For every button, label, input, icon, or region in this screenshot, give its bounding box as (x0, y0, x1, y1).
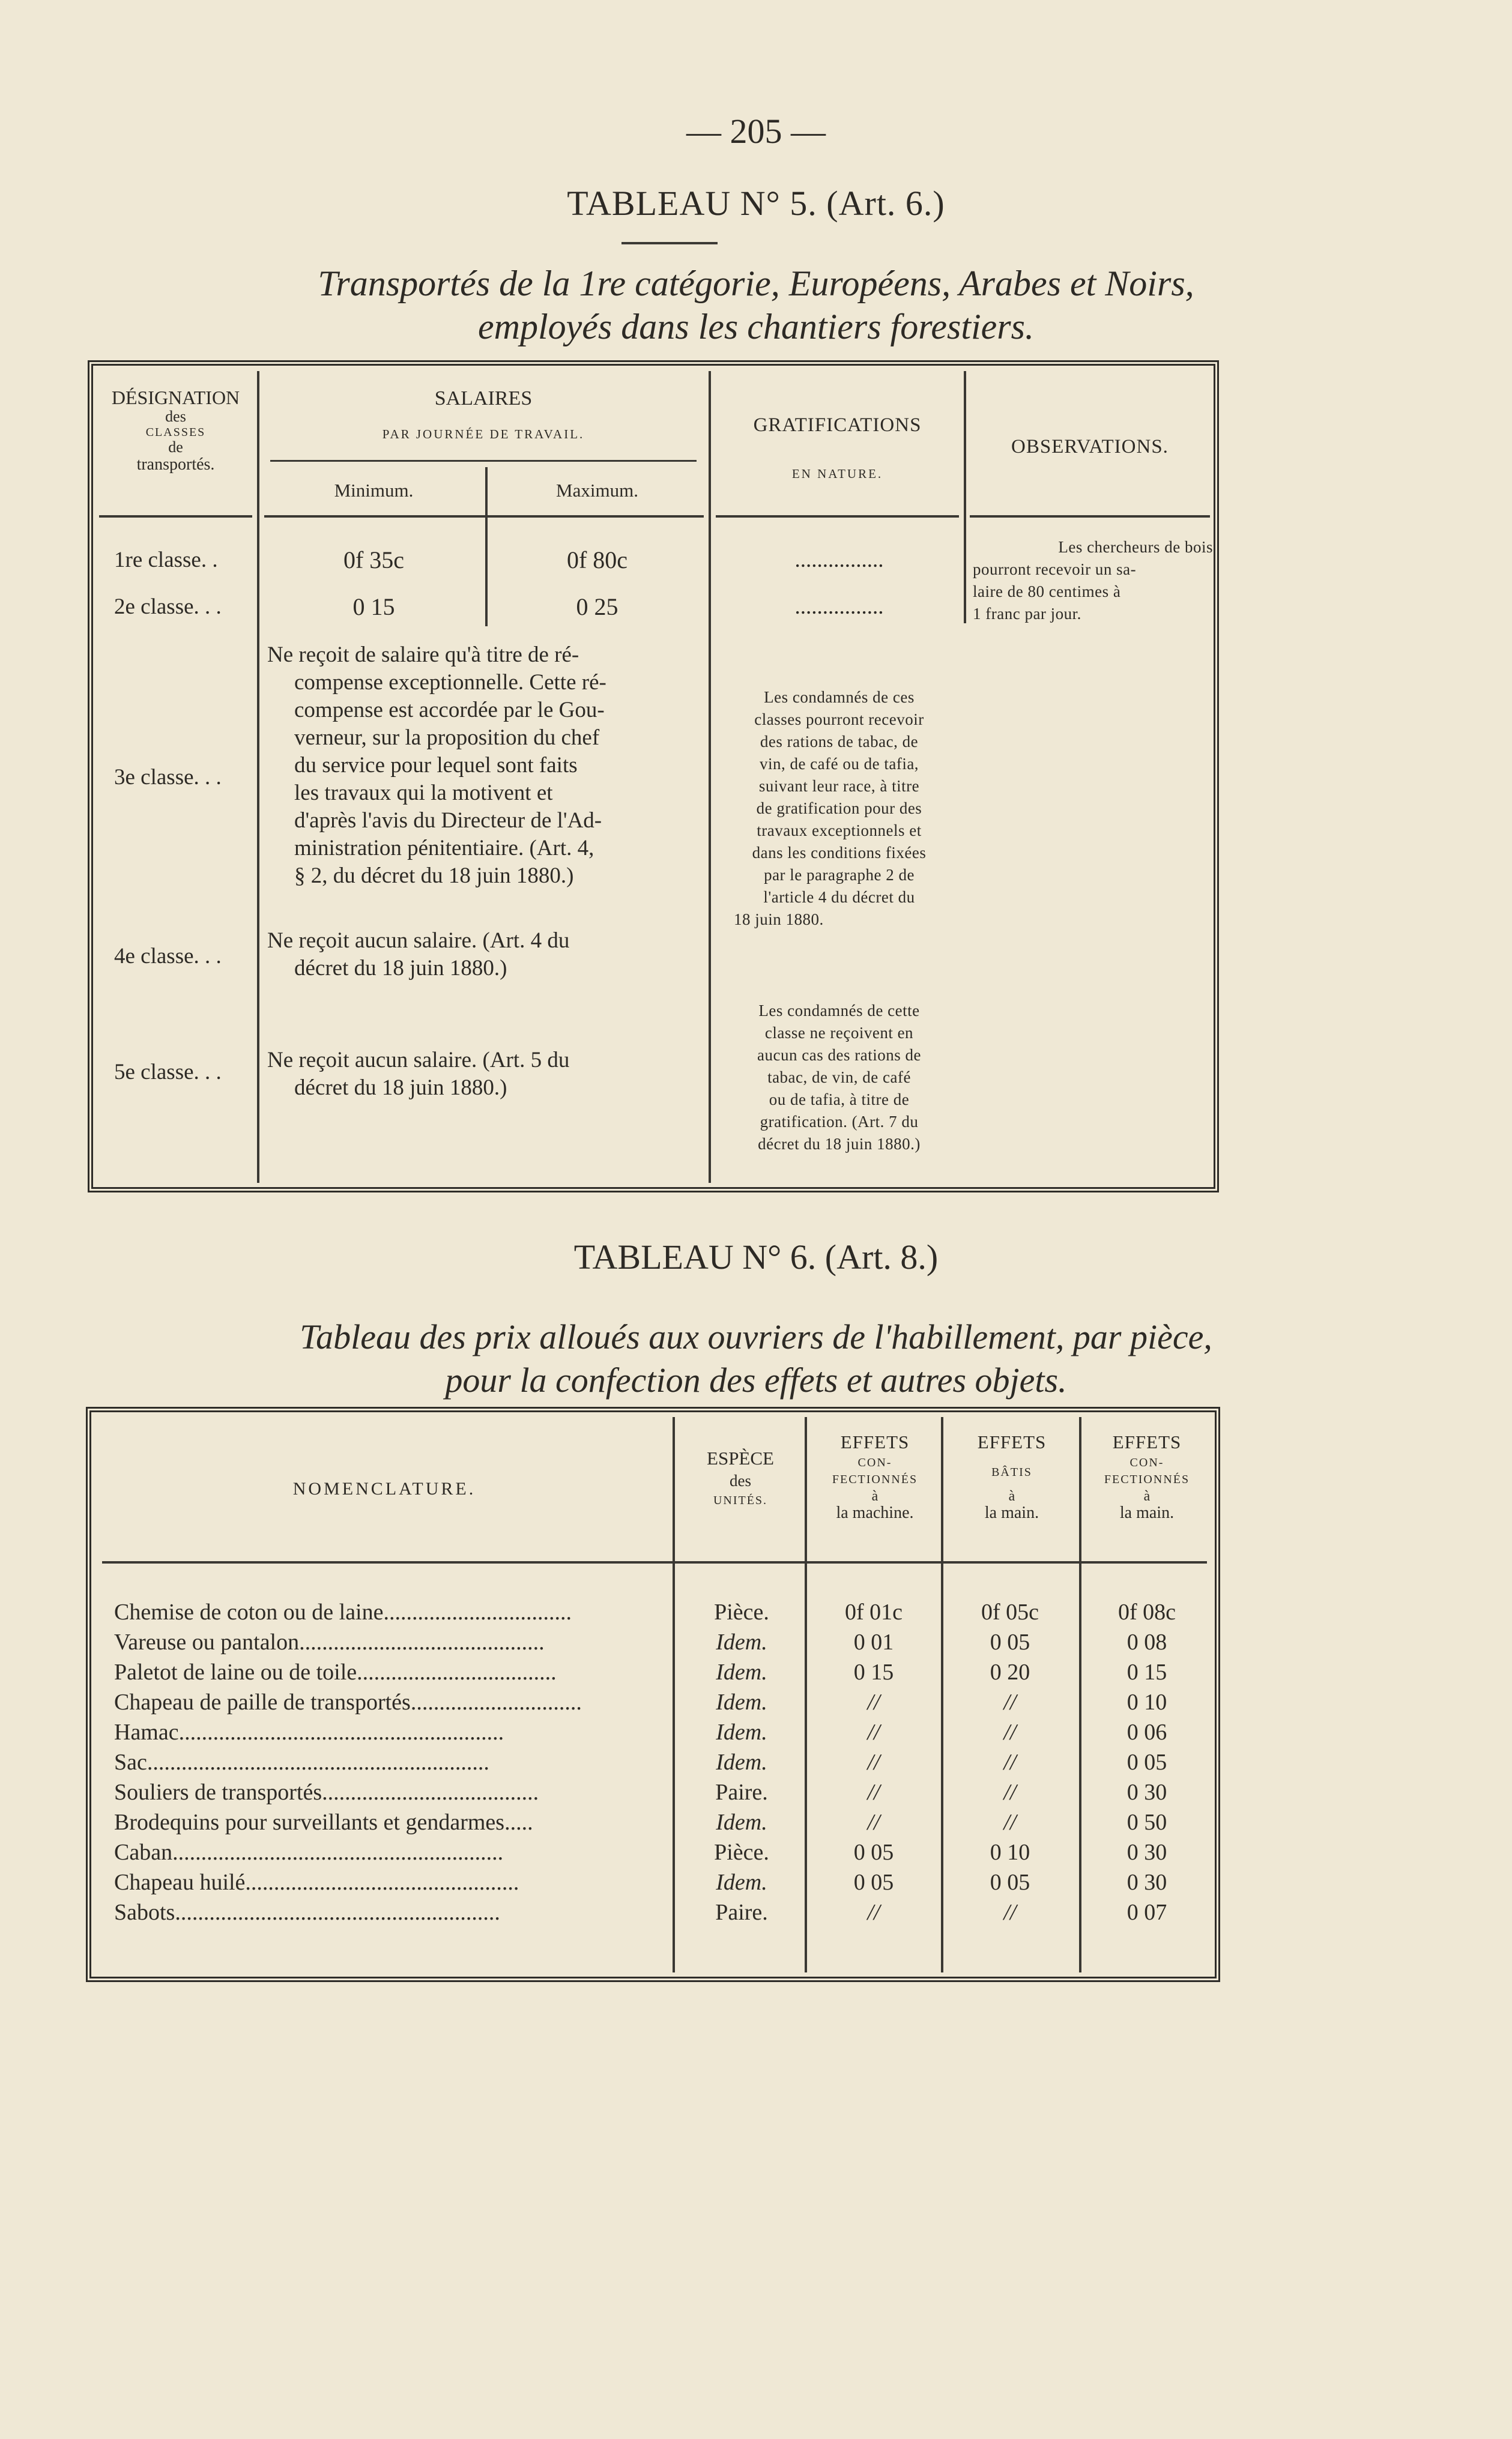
table6-title: TABLEAU N° 6. (Art. 8.) (573, 1238, 939, 1277)
table-row-machine: // (867, 1900, 880, 1925)
table-row-name: Vareuse ou pantalon........................................... (114, 1630, 545, 1655)
table-row-machine: // (867, 1720, 880, 1745)
classe-2-min: 0 15 (352, 593, 395, 620)
table-row-batis: 0 10 (990, 1840, 1030, 1865)
table-row-name: Chapeau de paille de transportés.............................. (114, 1690, 582, 1715)
classe-2-grat: ................ (794, 594, 884, 619)
table-row-main: 0 50 (1126, 1810, 1167, 1835)
table-row-unit: Idem. (716, 1870, 767, 1895)
table-row-machine: 0 01 (853, 1630, 894, 1655)
header-gratifications-sub: EN NATURE. (791, 467, 883, 481)
header-gratifications: GRATIFICATIONS (753, 414, 922, 436)
table-row-batis: 0 05 (990, 1870, 1030, 1895)
header-nomenclature: NOMENCLATURE. (292, 1479, 476, 1499)
header-rule (102, 1561, 1207, 1564)
table-row-batis: 0 05 (990, 1630, 1030, 1655)
table-row-batis: 0 20 (990, 1660, 1030, 1685)
header-machine: EFFETS CON- FECTIONNÉS à la machine. (832, 1431, 918, 1523)
gratification-note-classe-5: Les condamnés de cette classe ne reçoivent en aucun cas des rations de tabac, de vin, de café ou de tafia, à titre de gratification. (Art. 7 du décret du 18 juin 1880.) (757, 1002, 921, 1153)
table5-title: TABLEAU N° 5. (Art. 6.) (567, 184, 945, 223)
classe-5-label: 5e classe. . . (114, 1060, 222, 1084)
table-row-machine: 0 05 (853, 1840, 894, 1865)
title-rule (621, 242, 718, 244)
table-row-batis: // (1003, 1690, 1017, 1715)
table5-subtitle-2: employés dans les chantiers forestiers. (478, 307, 1034, 346)
header-minimum: Minimum. (334, 480, 414, 501)
header-main: EFFETS CON- FECTIONNÉS à la main. (1104, 1431, 1190, 1523)
table-row-machine: 0 15 (853, 1660, 894, 1685)
table-row-name: Sabots......................................................... (114, 1900, 500, 1925)
header-salaires-sub: PAR JOURNÉE DE TRAVAIL. (382, 427, 585, 441)
table-row-batis: // (1003, 1780, 1017, 1805)
table-row-main: 0 10 (1126, 1690, 1167, 1715)
table-row-machine: // (867, 1810, 880, 1835)
table-row-batis: // (1003, 1720, 1017, 1745)
col-divider (709, 371, 711, 1183)
table5-subtitle-1: Transportés de la 1re catégorie, Européens, Arabes et Noirs, (318, 264, 1194, 303)
table-row-batis: 0f 05c (981, 1600, 1039, 1625)
header-maximum: Maximum. (556, 480, 638, 501)
table-row-main: 0 06 (1126, 1720, 1167, 1745)
classe-4-text: Ne reçoit aucun salaire. (Art. 4 du décret du 18 juin 1880.) (267, 928, 570, 981)
table-row-batis: // (1003, 1810, 1017, 1835)
table-row-machine: 0 05 (853, 1870, 894, 1895)
header-rule (99, 515, 252, 518)
table-row-batis: // (1003, 1750, 1017, 1775)
table-row-machine: // (867, 1780, 880, 1805)
table-row-machine: 0f 01c (844, 1600, 903, 1625)
table-row-main: 0f 08c (1117, 1600, 1176, 1625)
table-row-unit: Idem. (716, 1750, 767, 1775)
table-row-unit: Paire. (715, 1780, 768, 1805)
table-row-main: 0 07 (1126, 1900, 1167, 1925)
table-row-name: Souliers de transportés...................................... (114, 1780, 539, 1805)
table-row-machine: // (867, 1750, 880, 1775)
salaires-rule (270, 460, 697, 462)
table-row-main: 0 30 (1126, 1870, 1167, 1895)
header-observations: OBSERVATIONS. (1011, 436, 1169, 458)
table-row-unit: Idem. (716, 1660, 767, 1685)
classe-1-max: 0f 80c (566, 546, 628, 573)
table-row-main: 0 05 (1126, 1750, 1167, 1775)
table-row-unit: Pièce. (714, 1840, 769, 1865)
header-salaires: SALAIRES (434, 387, 533, 410)
table-row-unit: Idem. (716, 1720, 767, 1745)
col-divider (257, 371, 259, 1183)
table-row-name: Brodequins pour surveillants et gendarmes..... (114, 1810, 533, 1835)
header-rule (970, 515, 1210, 518)
table-row-batis: // (1003, 1900, 1017, 1925)
observation-text: Les chercheurs de bois pourront recevoir un sa- laire de 80 centimes à 1 franc par jour. (973, 538, 1213, 623)
table-row-name: Caban.......................................................... (114, 1840, 504, 1865)
header-rule (716, 515, 959, 518)
table-row-unit: Idem. (716, 1630, 767, 1655)
classe-2-label: 2e classe. . . (114, 594, 222, 619)
classe-3-label: 3e classe. . . (114, 765, 222, 790)
classe-3-text: Ne reçoit de salaire qu'à titre de ré- compense exceptionnelle. Cette ré- compense est accordée par le Gou- verneur, sur la proposition du chef du service pour lequel sont faits les travaux qui la motivent et d'après l'avis du Directeur de l'Ad- ministration pénitentiaire. (Art. 4, § 2, du décret du 18 juin 1880.) (267, 642, 606, 888)
table-row-unit: Paire. (715, 1900, 768, 1925)
header-rule (264, 515, 704, 518)
table-row-name: Hamac......................................................... (114, 1720, 504, 1745)
header-espece: ESPÈCE des UNITÉS. (707, 1448, 774, 1507)
table-row-main: 0 08 (1126, 1630, 1167, 1655)
table-row-unit: Pièce. (714, 1600, 769, 1625)
table6-subtitle-1: Tableau des prix alloués aux ouvriers de l'habillement, par pièce, (300, 1317, 1212, 1356)
table-row-main: 0 30 (1126, 1780, 1167, 1805)
header-batis: EFFETS BÂTIS à la main. (977, 1431, 1047, 1523)
page-number: — 205 — (686, 112, 826, 151)
table-row-name: Chemise de coton ou de laine................................. (114, 1600, 572, 1625)
classe-1-grat: ................ (794, 548, 884, 572)
gratification-note-classes: Les condamnés de ces classes pourront recevoir des rations de tabac, de vin, de café ou de tafia, suivant leur race, à titre de gratification pour des travaux exceptionnels et dans les conditions fixées par le paragraphe 2 de l'article 4 du décret du 18 juin 1880. (734, 688, 927, 928)
table6-subtitle-2: pour la confection des effets et autres objets. (445, 1361, 1067, 1400)
table-row-machine: // (867, 1690, 880, 1715)
col-divider (805, 1417, 807, 1972)
table-row-unit: Idem. (716, 1690, 767, 1715)
col-divider (941, 1417, 943, 1972)
table-row-main: 0 15 (1126, 1660, 1167, 1685)
table-row-name: Paletot de laine ou de toile................................... (114, 1660, 557, 1685)
classe-5-text: Ne reçoit aucun salaire. (Art. 5 du décret du 18 juin 1880.) (267, 1048, 570, 1100)
classe-2-max: 0 25 (576, 593, 618, 620)
header-designation: DÉSIGNATION des CLASSES de transportés. (111, 387, 240, 474)
table-row-name: Chapeau huilé................................................ (114, 1870, 519, 1895)
col-divider (964, 371, 966, 623)
table-row-main: 0 30 (1126, 1840, 1167, 1865)
classe-4-label: 4e classe. . . (114, 944, 222, 969)
col-divider (673, 1417, 675, 1972)
table-row-name: Sac............................................................ (114, 1750, 489, 1775)
classe-1-min: 0f 35c (343, 546, 405, 573)
classe-1-label: 1re classe. . (114, 548, 218, 572)
table-row-unit: Idem. (716, 1810, 767, 1835)
